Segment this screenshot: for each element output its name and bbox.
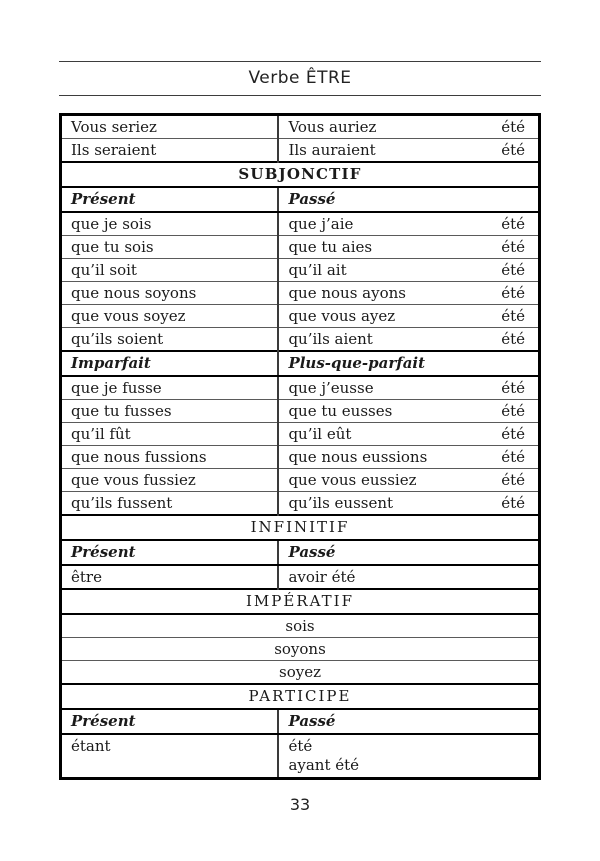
section-label: INFINITIF <box>61 515 540 540</box>
table-row <box>61 661 540 685</box>
verb-form-right: Vous auriez <box>288 118 377 136</box>
verb-form-right: que nous ayons <box>288 284 406 302</box>
conjugation-table <box>59 113 541 780</box>
aux-participle: été <box>501 118 525 136</box>
page-content <box>59 61 541 814</box>
table-row <box>61 638 540 661</box>
verb-form-right: été <box>288 737 313 755</box>
table-row <box>61 614 540 638</box>
verb-form-left: étant <box>61 734 279 779</box>
verb-form-left: qu’ils fussent <box>61 492 279 516</box>
title-rule-bottom <box>59 95 541 96</box>
table-row <box>61 351 540 376</box>
verb-form-left: que nous fussions <box>61 446 279 469</box>
table-row <box>61 540 540 565</box>
verb-form-right: que vous ayez <box>288 307 396 325</box>
verb-form-left: qu’il fût <box>61 423 279 446</box>
table-row <box>61 400 540 423</box>
verb-form-right: que tu eusses <box>288 402 393 420</box>
page-title: Verbe ÊTRE <box>248 68 352 88</box>
table-row <box>61 282 540 305</box>
tense-header-left: Présent <box>61 709 279 734</box>
verb-form-left: que nous soyons <box>61 282 279 305</box>
aux-participle: été <box>501 215 525 233</box>
verb-form-left: que je sois <box>61 212 279 236</box>
table-row <box>61 515 540 540</box>
table-row <box>61 492 540 516</box>
table-row <box>61 305 540 328</box>
aux-participle: été <box>501 238 525 256</box>
tense-header-left: Présent <box>61 540 279 565</box>
verb-form-left: qu’ils soient <box>61 328 279 352</box>
verb-form-right: qu’ils eussent <box>288 494 394 512</box>
verb-form-right: qu’ils aient <box>288 330 373 348</box>
tense-header-right: Passé <box>278 540 539 565</box>
verb-form-right: qu’il ait <box>288 261 347 279</box>
aux-participle: été <box>501 402 525 420</box>
verb-form-right: avoir été <box>288 568 356 586</box>
table-row <box>61 187 540 212</box>
aux-participle: été <box>501 425 525 443</box>
verb-form-centered: soyons <box>61 638 540 661</box>
section-label: PARTICIPE <box>61 684 540 709</box>
verb-form-left: que vous fussiez <box>61 469 279 492</box>
verb-form-right: ayant été <box>288 756 360 774</box>
table-row <box>61 684 540 709</box>
table-row <box>61 212 540 236</box>
verb-form-left: Vous seriez <box>61 115 279 139</box>
verb-form-right: Ils auraient <box>288 141 376 159</box>
section-label: SUBJONCTIF <box>61 162 540 187</box>
verb-form-centered: soyez <box>61 661 540 685</box>
verb-form-right: que j’aie <box>288 215 354 233</box>
table-row <box>61 328 540 352</box>
verb-form-left: qu’il soit <box>61 259 279 282</box>
verb-form-left: que tu fusses <box>61 400 279 423</box>
verb-form-right: que vous eussiez <box>288 471 417 489</box>
aux-participle: été <box>501 494 525 512</box>
table-row <box>61 446 540 469</box>
verb-form-right: que j’eusse <box>288 379 374 397</box>
aux-participle: été <box>501 307 525 325</box>
verb-form-centered: sois <box>61 614 540 638</box>
table-row <box>61 139 540 163</box>
verb-form-left: être <box>61 565 279 589</box>
tense-header-right: Plus-que-parfait <box>278 351 539 376</box>
table-row <box>61 423 540 446</box>
table-row <box>61 565 540 589</box>
aux-participle: été <box>501 448 525 466</box>
verb-form-left: que je fusse <box>61 376 279 400</box>
verb-form-left: Ils seraient <box>61 139 279 163</box>
section-label: IMPÉRATIF <box>61 589 540 614</box>
table-row <box>61 734 540 779</box>
tense-header-right: Passé <box>278 709 539 734</box>
aux-participle: été <box>501 471 525 489</box>
verb-form-left: que tu sois <box>61 236 279 259</box>
table-row <box>61 115 540 139</box>
tense-header-right: Passé <box>278 187 539 212</box>
verb-form-right: que nous eussions <box>288 448 428 466</box>
verb-form-right: que tu aies <box>288 238 373 256</box>
table-row <box>61 376 540 400</box>
table-row <box>61 236 540 259</box>
aux-participle: été <box>501 379 525 397</box>
tense-header-left: Imparfait <box>61 351 279 376</box>
table-row <box>61 162 540 187</box>
table-row <box>61 469 540 492</box>
aux-participle <box>525 568 538 586</box>
table-row <box>61 709 540 734</box>
table-row <box>61 259 540 282</box>
table-row <box>61 589 540 614</box>
aux-participle: été <box>501 141 525 159</box>
verb-form-left: que vous soyez <box>61 305 279 328</box>
page-number: 33 <box>289 795 311 814</box>
aux-participle: été <box>501 330 525 348</box>
aux-participle: été <box>501 284 525 302</box>
title-block <box>59 61 541 96</box>
verb-form-right: qu’il eût <box>288 425 352 443</box>
aux-participle: été <box>501 261 525 279</box>
tense-header-left: Présent <box>61 187 279 212</box>
